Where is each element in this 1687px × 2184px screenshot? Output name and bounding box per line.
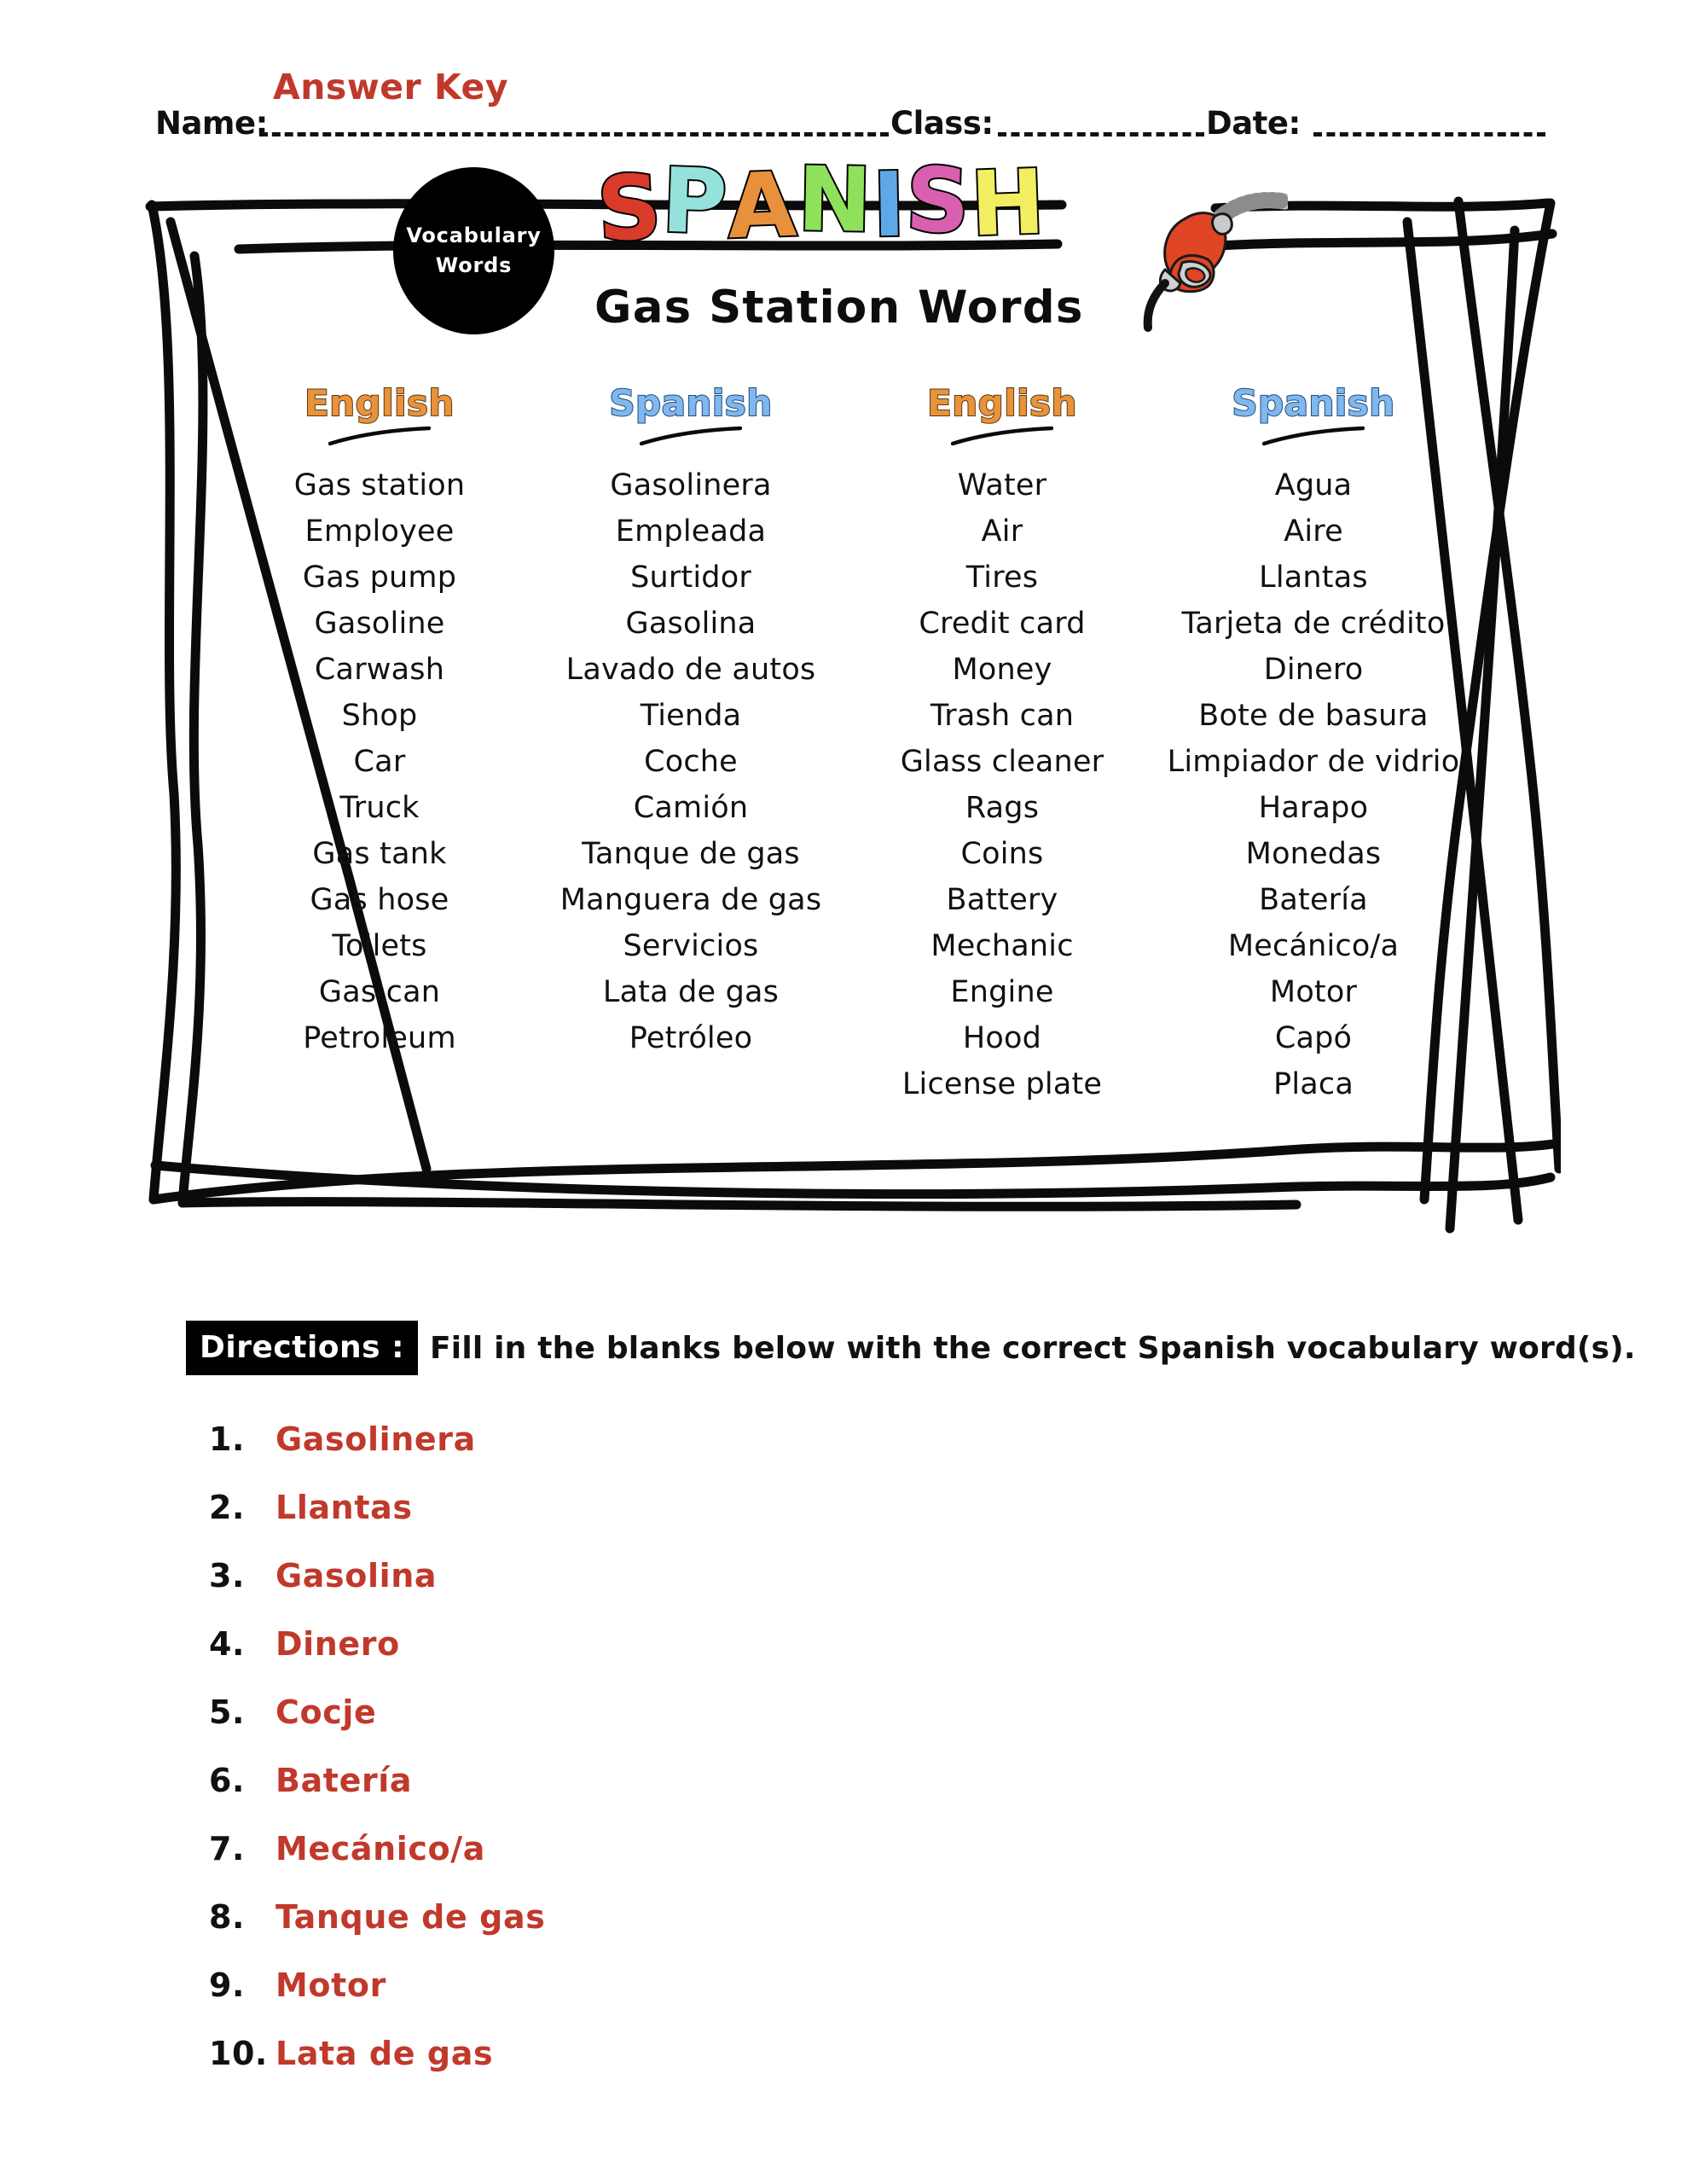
answer-value[interactable]: Cocje bbox=[275, 1693, 377, 1731]
vocab-column-4 bbox=[1151, 382, 1475, 1107]
column-header-es: Spanish bbox=[1232, 382, 1395, 424]
column-header-en: English bbox=[927, 382, 1077, 424]
vocab-word: Hood bbox=[962, 1021, 1042, 1055]
vocab-word: Limpiador de vidrio bbox=[1167, 745, 1460, 779]
vocab-word: Carwash bbox=[314, 653, 445, 687]
date-label: Date: bbox=[1206, 105, 1301, 142]
header-underline bbox=[1262, 425, 1365, 447]
vocab-word: Lavado de autos bbox=[565, 653, 816, 687]
answer-row bbox=[209, 1420, 1062, 1489]
answer-value[interactable]: Motor bbox=[275, 1966, 386, 2004]
answer-value[interactable]: Gasolina bbox=[275, 1557, 438, 1594]
vocab-word: License plate bbox=[901, 1067, 1103, 1101]
vocab-word: Coins bbox=[960, 837, 1044, 871]
answer-number: 9. bbox=[209, 1966, 245, 2004]
header-underline bbox=[951, 425, 1053, 447]
vocab-word: Tanque de gas bbox=[582, 837, 800, 871]
vocab-word: Empleada bbox=[615, 514, 767, 549]
vocab-word: Gas hose bbox=[310, 883, 449, 917]
vocab-word: Petroleum bbox=[303, 1021, 456, 1055]
answer-row bbox=[209, 1898, 1062, 1966]
title-letter: S bbox=[594, 154, 665, 262]
gas-nozzle-icon bbox=[1126, 181, 1288, 351]
vocab-word: Capó bbox=[1274, 1021, 1353, 1055]
vocab-word: Glass cleaner bbox=[900, 745, 1104, 779]
vocab-word: Camión bbox=[633, 791, 749, 825]
answer-value[interactable]: Gasolinera bbox=[275, 1420, 476, 1458]
answer-number: 6. bbox=[209, 1762, 245, 1799]
vocab-word: Truck bbox=[339, 791, 420, 825]
answer-number: 10. bbox=[209, 2035, 268, 2072]
vocab-column-1 bbox=[239, 382, 520, 1061]
vocab-word: Bote de basura bbox=[1198, 699, 1429, 733]
vocab-word: Mechanic bbox=[930, 929, 1074, 963]
title-letter: I bbox=[871, 152, 907, 258]
title-letter: N bbox=[796, 147, 873, 253]
date-blank-line[interactable] bbox=[1313, 132, 1545, 136]
answer-number: 2. bbox=[209, 1489, 245, 1526]
vocab-word: Rags bbox=[965, 791, 1040, 825]
vocab-word: Tienda bbox=[640, 699, 742, 733]
answer-row bbox=[209, 1625, 1062, 1693]
name-blank-line[interactable] bbox=[259, 132, 889, 136]
vocab-word: Surtidor bbox=[630, 561, 751, 595]
vocab-word: Gas can bbox=[318, 975, 441, 1009]
vocab-word: Tires bbox=[965, 561, 1039, 595]
answer-number: 1. bbox=[209, 1420, 245, 1458]
answer-row bbox=[209, 1693, 1062, 1762]
vocab-word: Placa bbox=[1273, 1067, 1354, 1101]
answer-value[interactable]: Tanque de gas bbox=[275, 1898, 546, 1936]
answer-row bbox=[209, 2035, 1062, 2103]
vocab-word: Employee bbox=[304, 514, 455, 549]
directions-tag: Directions : bbox=[186, 1321, 418, 1375]
answer-number: 4. bbox=[209, 1625, 245, 1663]
header-underline bbox=[640, 425, 742, 447]
vocab-column-2 bbox=[529, 382, 853, 1061]
header-underline bbox=[328, 425, 431, 447]
vocab-word: Battery bbox=[946, 883, 1058, 917]
badge-line-1: Vocabulary bbox=[406, 224, 542, 248]
vocab-word: Gas tank bbox=[312, 837, 447, 871]
answer-number: 5. bbox=[209, 1693, 245, 1731]
answer-value[interactable]: Dinero bbox=[275, 1625, 400, 1663]
vocabulary-table bbox=[239, 382, 1475, 1170]
vocab-word: Car bbox=[353, 745, 406, 779]
vocab-word: Mecánico/a bbox=[1227, 929, 1400, 963]
vocab-word: Water bbox=[957, 468, 1047, 502]
vocab-word: Trash can bbox=[930, 699, 1075, 733]
answer-number: 3. bbox=[209, 1557, 245, 1594]
page-subtitle: Gas Station Words bbox=[594, 282, 1084, 334]
vocab-word: Tarjeta de crédito bbox=[1181, 607, 1446, 641]
title-letter: H bbox=[969, 149, 1048, 257]
vocab-word: Gas pump bbox=[302, 561, 457, 595]
vocab-word: Petróleo bbox=[629, 1021, 753, 1055]
answer-value[interactable]: Llantas bbox=[275, 1489, 413, 1526]
vocab-word: Aire bbox=[1284, 514, 1343, 549]
answer-row bbox=[209, 1557, 1062, 1625]
answer-number: 7. bbox=[209, 1830, 245, 1867]
vocab-word: Dinero bbox=[1263, 653, 1364, 687]
vocab-word: Gasoline bbox=[314, 607, 445, 641]
vocab-word: Motor bbox=[1269, 975, 1358, 1009]
vocab-word: Money bbox=[952, 653, 1052, 687]
column-header-es: Spanish bbox=[609, 382, 773, 424]
answer-value[interactable]: Lata de gas bbox=[275, 2035, 494, 2072]
vocab-word: Harapo bbox=[1258, 791, 1369, 825]
title-letter: A bbox=[726, 152, 799, 259]
answer-row bbox=[209, 1762, 1062, 1830]
answer-row bbox=[209, 1830, 1062, 1898]
directions-row bbox=[186, 1321, 1636, 1375]
vocab-word: Servicios bbox=[623, 929, 759, 963]
vocab-word: Gasolina bbox=[625, 607, 757, 641]
vocab-word: Lata de gas bbox=[602, 975, 780, 1009]
answer-value[interactable]: Batería bbox=[275, 1762, 413, 1799]
vocab-word: Coche bbox=[644, 745, 738, 779]
vocab-column-3 bbox=[861, 382, 1143, 1107]
directions-text: Fill in the blanks below with the correct Spanish vocabulary word(s). bbox=[430, 1330, 1636, 1366]
vocab-word: Gas station bbox=[293, 468, 466, 502]
vocab-word: Batería bbox=[1259, 883, 1368, 917]
class-label: Class: bbox=[890, 105, 994, 142]
vocab-word: Credit card bbox=[919, 607, 1086, 641]
vocab-word: Engine bbox=[950, 975, 1054, 1009]
vocab-word: Agua bbox=[1274, 468, 1353, 502]
title-letter: P bbox=[659, 148, 730, 255]
vocab-word: Manguera de gas bbox=[559, 883, 822, 917]
answer-key-stamp: Answer Key bbox=[273, 67, 509, 107]
vocab-word: Toilets bbox=[332, 929, 427, 963]
name-label: Name: bbox=[155, 105, 268, 142]
answer-row bbox=[209, 1966, 1062, 2035]
column-header-en: English bbox=[304, 382, 455, 424]
title-letter: S bbox=[904, 147, 973, 254]
badge-line-2: Words bbox=[435, 253, 513, 277]
vocabulary-words-badge bbox=[393, 167, 554, 334]
answer-number: 8. bbox=[209, 1898, 245, 1936]
answer-list bbox=[209, 1420, 1062, 2103]
answer-value[interactable]: Mecánico/a bbox=[275, 1830, 485, 1867]
vocab-word: Llantas bbox=[1259, 561, 1368, 595]
vocab-word: Air bbox=[981, 514, 1023, 549]
answer-row bbox=[209, 1489, 1062, 1557]
vocab-word: Monedas bbox=[1245, 837, 1382, 871]
vocab-word: Gasolinera bbox=[610, 468, 772, 502]
vocab-word: Shop bbox=[341, 699, 418, 733]
page-title-spanish bbox=[594, 147, 1048, 262]
class-blank-line[interactable] bbox=[998, 132, 1204, 136]
